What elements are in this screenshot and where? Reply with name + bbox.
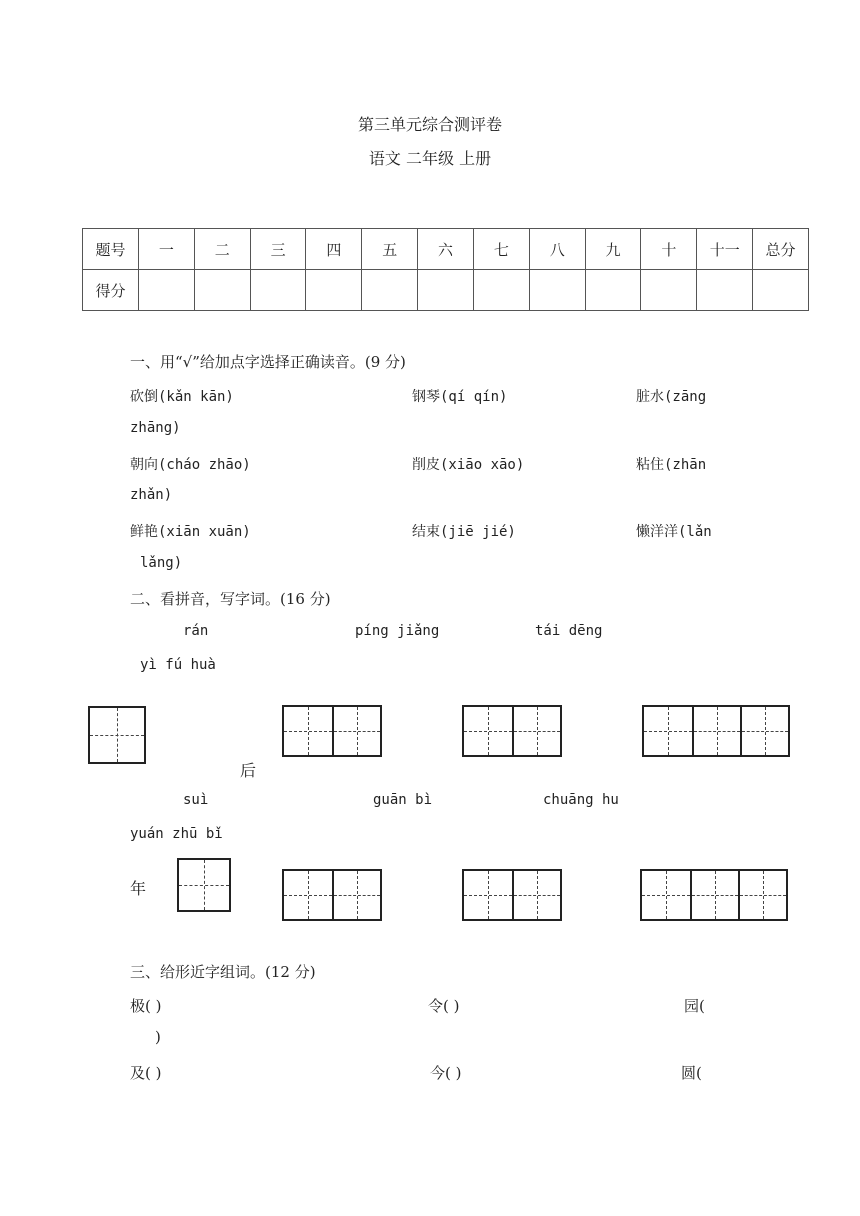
writing-grid[interactable] bbox=[88, 706, 146, 764]
question-item: 脏水(zāng bbox=[636, 389, 707, 405]
table-cell: 三 bbox=[250, 229, 306, 270]
writing-grid[interactable] bbox=[462, 705, 562, 757]
question-item: 令( ) bbox=[428, 997, 460, 1015]
table-cell: 十 bbox=[641, 229, 697, 270]
section1-heading: 一、用“√”给加点字选择正确读音。(9 分) bbox=[130, 353, 406, 371]
score-entry-cell[interactable] bbox=[139, 270, 195, 311]
score-table-header-row bbox=[83, 229, 809, 270]
question-item: 今( ) bbox=[430, 1064, 462, 1082]
section3-heading: 三、给形近字组词。(12 分) bbox=[130, 963, 316, 981]
writing-grid[interactable] bbox=[640, 869, 788, 921]
pinyin-label: tái dēng bbox=[535, 623, 603, 639]
question-item: 砍倒(kǎn kān) bbox=[130, 389, 234, 405]
score-entry-cell[interactable] bbox=[529, 270, 585, 311]
question-item: 朝向(cháo zhāo) bbox=[130, 457, 251, 473]
table-cell: 九 bbox=[585, 229, 641, 270]
score-entry-cell[interactable] bbox=[362, 270, 418, 311]
question-item: 鲜艳(xiān xuān) bbox=[130, 524, 251, 540]
section2-heading: 二、看拼音，写字词。(16 分) bbox=[130, 590, 331, 608]
question-item: 极( ) bbox=[130, 997, 162, 1015]
question-item: 及( ) bbox=[130, 1064, 162, 1082]
table-cell: 八 bbox=[529, 229, 585, 270]
pinyin-label: chuāng hu bbox=[543, 792, 619, 808]
score-entry-cell[interactable] bbox=[250, 270, 306, 311]
writing-grid[interactable] bbox=[282, 869, 382, 921]
word-suffix-char: 后 bbox=[240, 761, 257, 780]
writing-grid[interactable] bbox=[642, 705, 790, 757]
pinyin-label: yuán zhū bǐ bbox=[130, 826, 223, 842]
score-entry-cell[interactable] bbox=[473, 270, 529, 311]
table-cell: 十一 bbox=[697, 229, 753, 270]
score-entry-cell[interactable] bbox=[585, 270, 641, 311]
pinyin-label: píng jiǎng bbox=[355, 623, 440, 639]
pinyin-label: guān bì bbox=[373, 792, 433, 808]
question-item: 懒洋洋(lǎn bbox=[636, 524, 712, 540]
question-item: 园( bbox=[684, 997, 705, 1015]
score-entry-cell[interactable] bbox=[641, 270, 697, 311]
score-entry-cell[interactable] bbox=[194, 270, 250, 311]
question-item-continued: ) bbox=[155, 1028, 161, 1046]
question-item: 粘住(zhān bbox=[636, 457, 707, 473]
question-item: 钢琴(qí qín) bbox=[412, 389, 508, 405]
pinyin-label: rán bbox=[183, 623, 209, 639]
page-title: 第三单元综合测评卷 bbox=[357, 115, 502, 134]
score-entry-cell[interactable] bbox=[697, 270, 753, 311]
table-cell: 二 bbox=[194, 229, 250, 270]
table-cell: 五 bbox=[362, 229, 418, 270]
word-prefix-char: 年 bbox=[130, 879, 147, 898]
score-entry-cell[interactable] bbox=[418, 270, 474, 311]
question-item: 结束(jiē jié) bbox=[412, 524, 516, 540]
question-item-continued: zhǎn) bbox=[130, 487, 173, 503]
table-cell: 四 bbox=[306, 229, 362, 270]
table-cell: 一 bbox=[139, 229, 195, 270]
score-entry-cell[interactable] bbox=[306, 270, 362, 311]
table-cell: 六 bbox=[418, 229, 474, 270]
score-entry-cell[interactable] bbox=[753, 270, 809, 311]
table-cell: 总分 bbox=[753, 229, 809, 270]
question-item-continued: lǎng) bbox=[140, 555, 183, 571]
question-item: 圆( bbox=[681, 1064, 702, 1082]
table-cell: 七 bbox=[473, 229, 529, 270]
pinyin-label: yì fú huà bbox=[140, 657, 216, 673]
writing-grid[interactable] bbox=[462, 869, 562, 921]
pinyin-label: suì bbox=[183, 792, 209, 808]
table-cell: 得分 bbox=[83, 270, 139, 311]
writing-grid[interactable] bbox=[282, 705, 382, 757]
question-item-continued: zhāng) bbox=[130, 420, 181, 436]
table-cell: 题号 bbox=[83, 229, 139, 270]
score-table bbox=[82, 228, 809, 311]
page-subtitle: 语文 二年级 上册 bbox=[368, 149, 492, 168]
writing-grid[interactable] bbox=[177, 858, 231, 912]
score-table-score-row bbox=[83, 270, 809, 311]
question-item: 削皮(xiāo xāo) bbox=[412, 457, 525, 473]
